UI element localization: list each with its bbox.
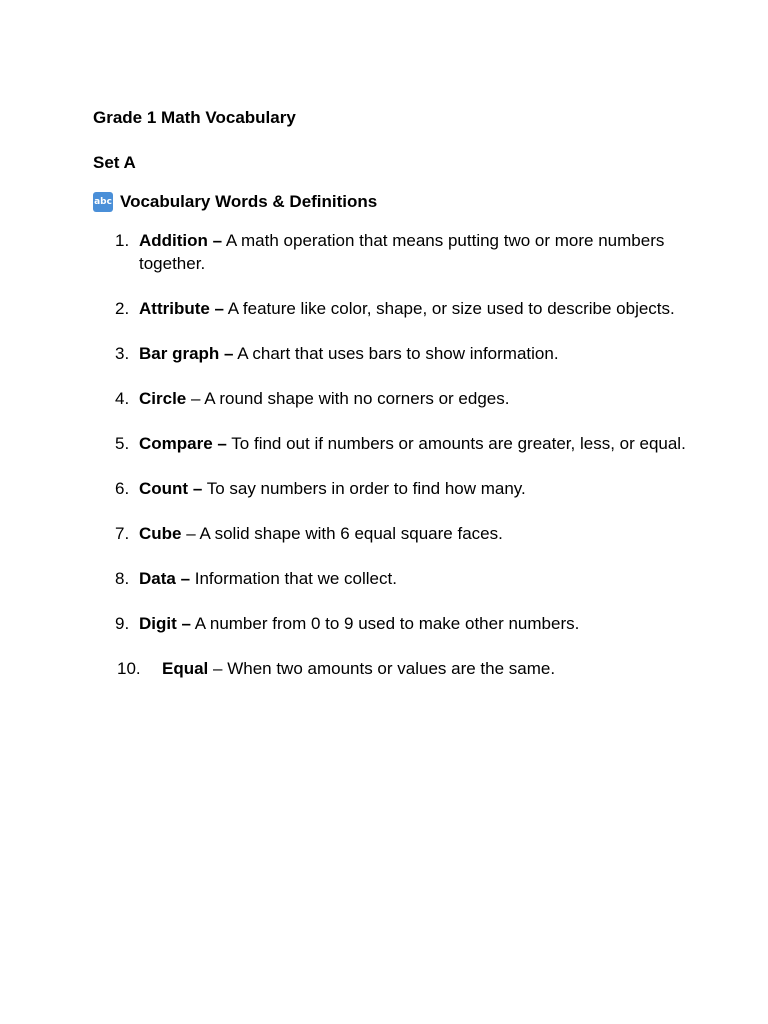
- item-definition: A feature like color, shape, or size used to describe objects.: [224, 299, 675, 318]
- item-term: Equal: [162, 659, 209, 678]
- item-definition: A number from 0 to 9 used to make other numbers.: [190, 614, 580, 633]
- item-number: 9.: [115, 614, 130, 633]
- item-term: Attribute –: [139, 299, 224, 318]
- item-term: Bar graph –: [139, 344, 234, 363]
- list-item: [93, 612, 693, 635]
- section-heading-text: Vocabulary Words & Definitions: [120, 192, 378, 211]
- item-term: Digit –: [139, 614, 191, 633]
- item-term: Count –: [139, 479, 203, 498]
- vocabulary-list: [93, 229, 693, 702]
- item-number: 8.: [115, 569, 130, 588]
- item-definition: A chart that uses bars to show information.: [233, 344, 559, 363]
- section-heading: [93, 192, 377, 212]
- item-number: 5.: [115, 434, 130, 453]
- item-number: 1.: [115, 231, 130, 250]
- item-number: 2.: [115, 299, 130, 318]
- item-definition: – When two amounts or values are the same.: [208, 659, 556, 678]
- list-item: [93, 567, 693, 590]
- item-number: 7.: [115, 524, 130, 543]
- item-term: Data –: [139, 569, 191, 588]
- document-title: Grade 1 Math Vocabulary: [93, 108, 296, 127]
- list-item: [93, 522, 693, 545]
- item-term: Circle: [139, 389, 187, 408]
- list-item: [93, 297, 693, 320]
- item-definition: Information that we collect.: [190, 569, 397, 588]
- list-item: [93, 657, 693, 680]
- item-term: Addition –: [139, 231, 223, 250]
- list-item: [93, 432, 693, 455]
- set-label: Set A: [93, 153, 136, 172]
- item-term: Compare –: [139, 434, 227, 453]
- item-definition: To find out if numbers or amounts are greater, less, or equal.: [226, 434, 686, 453]
- item-number: 3.: [115, 344, 130, 363]
- item-definition: A math operation that means putting two or more numbers together.: [139, 231, 665, 273]
- item-term: Cube: [139, 524, 182, 543]
- item-definition: – A round shape with no corners or edges.: [186, 389, 510, 408]
- abc-icon: abc: [93, 192, 113, 212]
- list-item: [93, 387, 693, 410]
- item-definition: To say numbers in order to find how many.: [202, 479, 526, 498]
- item-number: 4.: [115, 389, 130, 408]
- item-definition: – A solid shape with 6 equal square faces.: [181, 524, 503, 543]
- list-item: [93, 342, 693, 365]
- list-item: [93, 229, 693, 275]
- item-number: 6.: [115, 479, 130, 498]
- list-item: [93, 477, 693, 500]
- item-number: 10.: [117, 659, 141, 678]
